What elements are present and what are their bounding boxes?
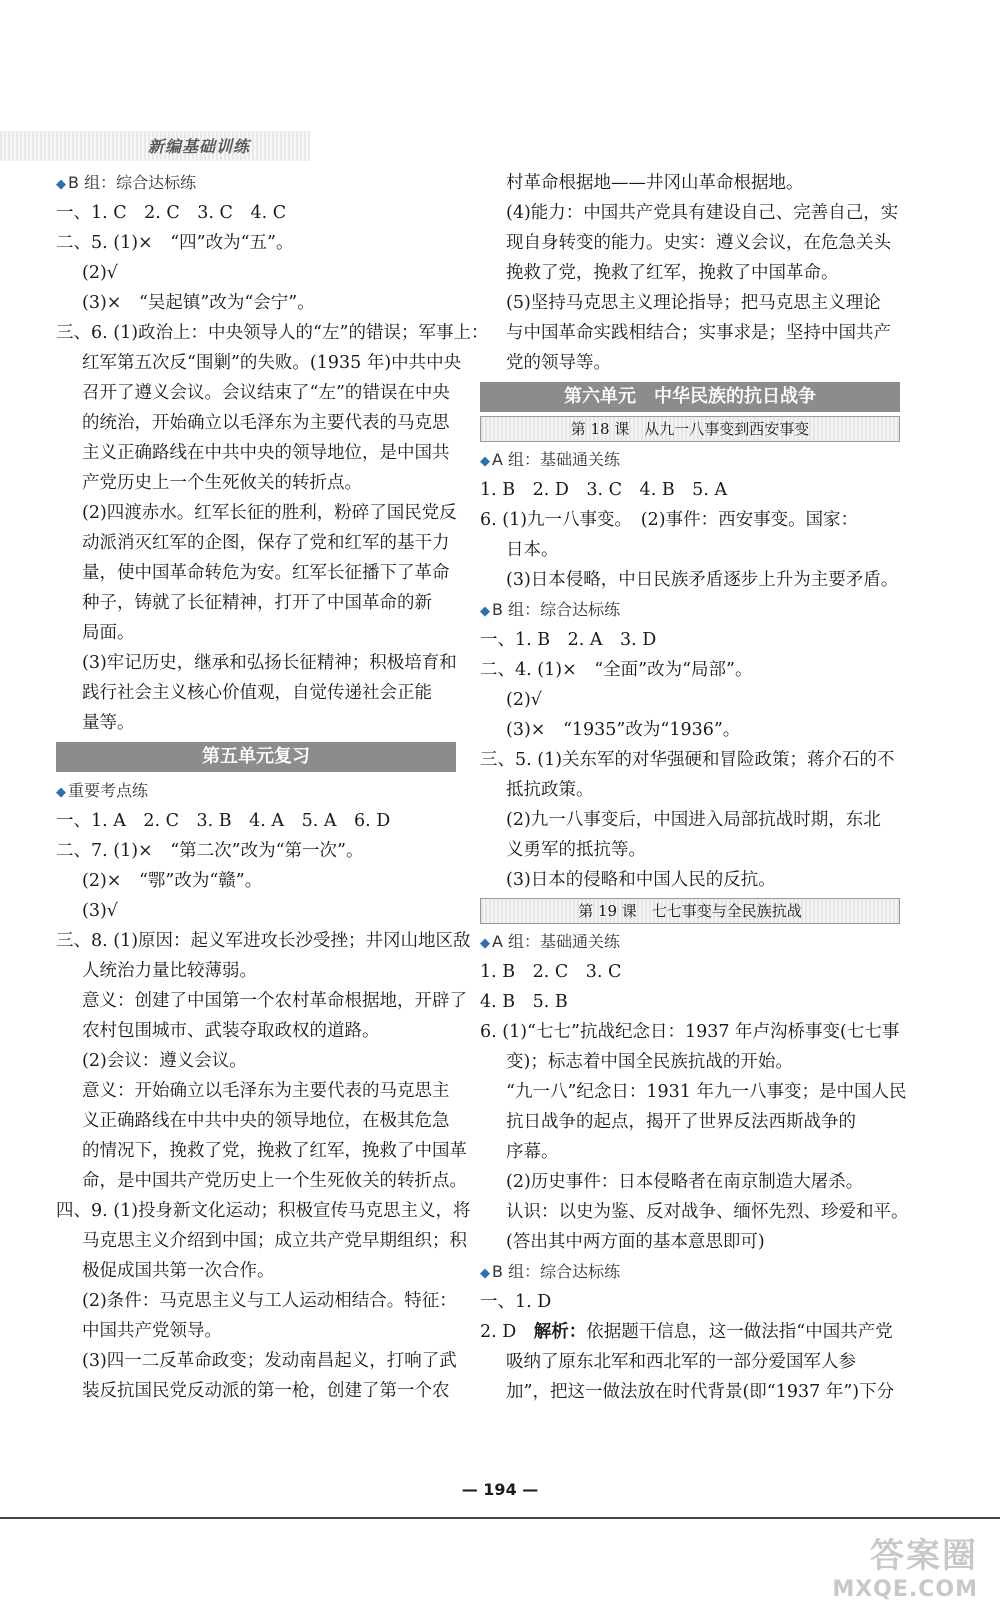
answer-line: 的统治，开始确立以毛泽东为主要代表的马克思 <box>82 413 450 433</box>
answer-line: (2)历史事件：日本侵略者在南京制造大屠杀。 <box>506 1172 864 1192</box>
diamond-icon: ◆ <box>480 936 490 951</box>
answer-line: (3)× “1935”改为“1936”。 <box>506 720 741 740</box>
diamond-icon: ◆ <box>56 785 66 800</box>
group-label <box>480 927 900 957</box>
watermark-cn: 答案圈 <box>870 1536 978 1576</box>
analysis-label: 解析： <box>533 1322 587 1342</box>
diamond-icon: ◆ <box>480 1266 490 1281</box>
group-label-text: B 组：综合达标练 <box>492 600 621 619</box>
lesson-title: 第 18 课 从九一八事变到西安事变 <box>480 416 900 442</box>
right-column <box>480 168 909 1407</box>
answer-line: 挽救了党，挽救了红军，挽救了中国革命。 <box>506 263 839 283</box>
answer-line: 人统治力量比较薄弱。 <box>82 961 257 981</box>
answer-line: (2)√ <box>506 690 542 710</box>
group-label <box>480 1257 900 1287</box>
answer-line: 量等。 <box>82 713 135 733</box>
answer-line: 动派消灭红军的企图，保存了党和红军的基干力 <box>82 533 450 553</box>
answer-line: (3)日本的侵略和中国人民的反抗。 <box>506 870 776 890</box>
answer-line: “九一八”纪念日：1931 年九一八事变；是中国人民 <box>506 1082 907 1102</box>
answer-line: 认识：以史为鉴、反对战争、缅怀先烈、珍爱和平。 <box>506 1202 909 1222</box>
answer-line: (3)日本侵略，中日民族矛盾逐步上升为主要矛盾。 <box>506 570 899 590</box>
answer-line: 一、1. C 2. C 3. C 4. C <box>56 203 287 223</box>
answer-line: 一、1. B 2. A 3. D <box>480 630 657 650</box>
answer-prefix: 2. D <box>480 1322 534 1342</box>
group-label <box>56 776 456 806</box>
group-label <box>480 595 900 625</box>
unit-title: 第五单元复习 <box>56 742 456 772</box>
answer-line: (2)九一八事变后，中国进入局部抗战时期，东北 <box>506 810 881 830</box>
answer-line: 意义：开始确立以毛泽东为主要代表的马克思主 <box>82 1081 450 1101</box>
answer-line: 现自身转变的能力。史实：遵义会议，在危急关头 <box>506 233 891 253</box>
answer-line: 1. B 2. D 3. C 4. B 5. A <box>480 480 728 500</box>
answer-line: 召开了遵义会议。会议结束了“左”的错误在中央 <box>82 383 450 403</box>
answer-line: 1. B 2. C 3. C <box>480 962 622 982</box>
answer-line: 二、5. (1)× “四”改为“五”。 <box>56 233 294 253</box>
watermark <box>832 1528 978 1602</box>
answer-line: 党的领导等。 <box>506 353 611 373</box>
answer-line: 践行社会主义核心价值观，自觉传递社会正能 <box>82 683 432 703</box>
answer-line: 种子，铸就了长征精神，打开了中国革命的新 <box>82 593 432 613</box>
answer-line: 四、9. (1)投身新文化运动；积极宣传马克思主义，将 <box>56 1201 471 1221</box>
answer-line: 义正确路线在中共中央的领导地位，在极其危急 <box>82 1111 450 1131</box>
answer-line: (3)× “吴起镇”改为“会宁”。 <box>82 293 315 313</box>
answer-line: 抗日战争的起点，揭开了世界反法西斯战争的 <box>506 1112 856 1132</box>
answer-line: (3)四一二反革命政变；发动南昌起义，打响了武 <box>82 1351 457 1371</box>
answer-line: (3)牢记历史，继承和弘扬长征精神；积极培育和 <box>82 653 457 673</box>
group-label-text: A 组：基础通关练 <box>492 450 621 469</box>
answer-line: 装反抗国民党反动派的第一枪，创建了第一个农 <box>82 1381 450 1401</box>
left-column <box>56 168 489 1406</box>
group-label-text: B 组：综合达标练 <box>68 173 197 192</box>
answer-line: (2)条件：马克思主义与工人运动相结合。特征： <box>82 1291 457 1311</box>
answer-line: 6. (1)九一八事变。 (2)事件：西安事变。国家： <box>480 510 859 530</box>
watermark-en: MXQE.COM <box>832 1577 978 1602</box>
answer-line: 三、5. (1)关东军的对华强硬和冒险政策；蒋介石的不 <box>480 750 895 770</box>
answer-line: 一、1. A 2. C 3. B 4. A 5. A 6. D <box>56 811 391 831</box>
group-label-text: 重要考点练 <box>68 781 149 800</box>
answer-line: 意义：创建了中国第一个农村革命根据地，开辟了 <box>82 991 467 1011</box>
analysis-text: 依据题干信息，这一做法指“中国共产党 <box>586 1322 893 1342</box>
group-label-text: A 组：基础通关练 <box>492 932 621 951</box>
answer-line: 红军第五次反“围剿”的失败。(1935 年)中共中央 <box>82 353 462 373</box>
answer-line: 命，是中国共产党历史上一个生死攸关的转折点。 <box>82 1171 467 1191</box>
group-label <box>480 445 900 475</box>
answer-line: 三、6. (1)政治上：中央领导人的“左”的错误；军事上： <box>56 323 489 343</box>
unit-title: 第六单元 中华民族的抗日战争 <box>480 382 900 412</box>
diamond-icon: ◆ <box>56 177 66 192</box>
answer-line: (2)四渡赤水。红军长征的胜利，粉碎了国民党反 <box>82 503 457 523</box>
answer-line: 产党历史上一个生死攸关的转折点。 <box>82 473 362 493</box>
answer-line: 抵抗政策。 <box>506 780 594 800</box>
answer-line: 序幕。 <box>506 1142 559 1162</box>
answer-line: 6. (1)“七七”抗战纪念日：1937 年卢沟桥事变(七七事 <box>480 1022 900 1042</box>
answer-line: (2)√ <box>82 263 118 283</box>
answer-line: (5)坚持马克思主义理论指导；把马克思主义理论 <box>506 293 881 313</box>
answer-line: 主义正确路线在中共中央的领导地位，是中国共 <box>82 443 450 463</box>
diamond-icon: ◆ <box>480 454 490 469</box>
bottom-rule <box>0 1517 1000 1519</box>
answer-line: 与中国革命实践相结合；实事求是；坚持中国共产 <box>506 323 891 343</box>
answer-line: 二、4. (1)× “全面”改为“局部”。 <box>480 660 753 680</box>
lesson-title: 第 19 课 七七事变与全民族抗战 <box>480 898 900 924</box>
answer-line: 中国共产党领导。 <box>82 1321 222 1341</box>
answer-line: 吸纳了原东北军和西北军的一部分爱国军人参 <box>506 1352 856 1372</box>
page-number: — 194 — <box>461 1480 539 1499</box>
answer-line: 三、8. (1)原因：起义军进攻长沙受挫；井冈山地区敌 <box>56 931 471 951</box>
diamond-icon: ◆ <box>480 604 490 619</box>
answer-line: 一、1. D <box>480 1292 552 1312</box>
answer-line: (答出其中两方面的基本意思即可) <box>506 1232 765 1252</box>
answer-line: 加”，把这一做法放在时代背景(即“1937 年”)下分 <box>506 1382 895 1402</box>
group-label-text: B 组：综合达标练 <box>492 1262 621 1281</box>
answer-line: 量，使中国革命转危为安。红军长征播下了革命 <box>82 563 450 583</box>
book-title: 新编基础训练 <box>148 137 251 156</box>
answer-line: 马克思主义介绍到中国；成立共产党早期组织；积 <box>82 1231 467 1251</box>
answer-line: 变)；标志着中国全民族抗战的开始。 <box>506 1052 793 1072</box>
group-label <box>56 168 456 198</box>
answer-line: (2)会议：遵义会议。 <box>82 1051 247 1071</box>
answer-line: 4. B 5. B <box>480 992 568 1012</box>
answer-line: (4)能力：中国共产党具有建设自己、完善自己，实 <box>506 203 899 223</box>
answer-line: 的情况下，挽救了党，挽救了红军，挽救了中国革 <box>82 1141 467 1161</box>
answer-line: 二、7. (1)× “第二次”改为“第一次”。 <box>56 841 364 861</box>
answer-line: 局面。 <box>82 623 135 643</box>
answer-line <box>480 1317 900 1347</box>
answer-line: 义勇军的抵抗等。 <box>506 840 646 860</box>
answer-line: (2)× “鄂”改为“赣”。 <box>82 871 263 891</box>
answer-line: (3)√ <box>82 901 118 921</box>
answer-line: 村革命根据地——井冈山革命根据地。 <box>506 173 804 193</box>
answer-line: 农村包围城市、武装夺取政权的道路。 <box>82 1021 380 1041</box>
answer-line: 日本。 <box>506 540 559 560</box>
answer-line: 极促成国共第一次合作。 <box>82 1261 275 1281</box>
